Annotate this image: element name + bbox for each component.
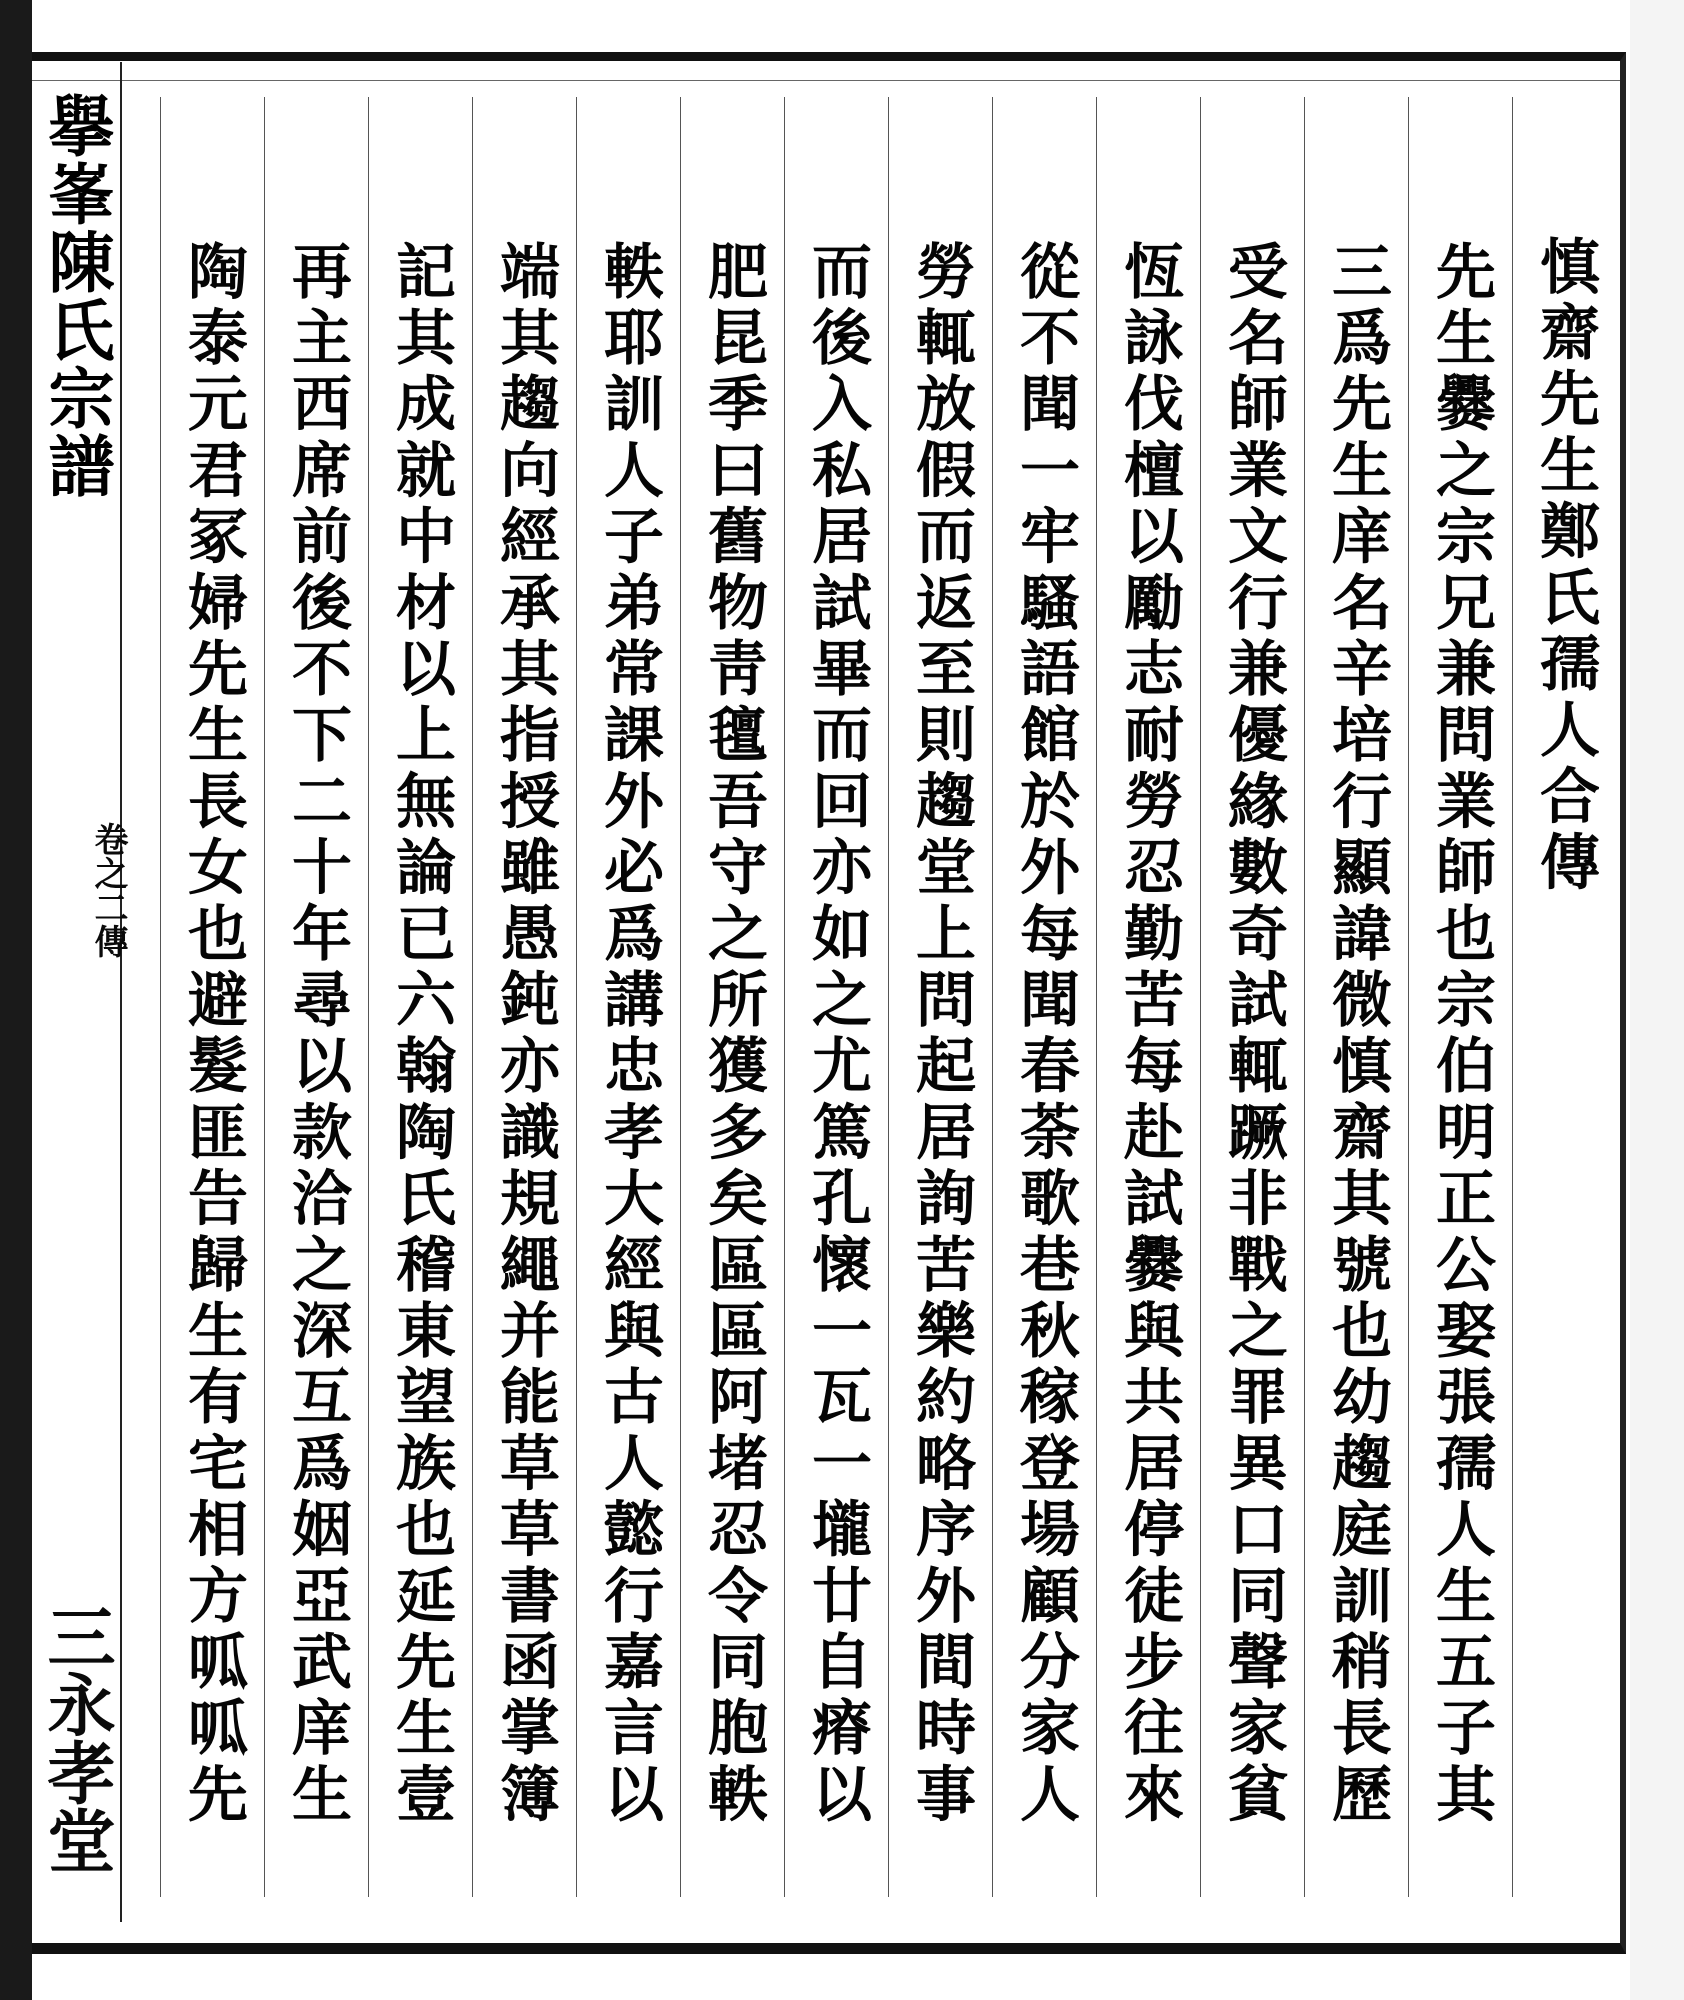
page-mark: 三 <box>36 1602 116 1670</box>
column-text: 三爲先生庠名辛培行顯諱微慎齋其號也幼趨庭訓稍長歷 <box>1322 240 1392 1829</box>
frame-inner-rule <box>32 80 1620 81</box>
text-column <box>992 97 1097 1897</box>
text-column <box>784 97 889 1897</box>
column-text: 陶泰元君冢婦先生長女也避髮匪告歸生有宅相方呱呱先 <box>178 240 248 1829</box>
column-text: 勞輒放假而返至則趨堂上問起居詢苦樂約略序外間時事 <box>906 240 976 1829</box>
column-text: 再主西席前後不下二十年尋以款洽之深互爲姻亞武庠生 <box>282 240 352 1829</box>
text-column <box>264 97 369 1897</box>
main-text-block <box>130 97 1620 1897</box>
genealogy-title: 擧峯陳氏宗譜 <box>37 92 115 500</box>
binding-edge <box>0 0 32 2000</box>
text-column <box>1096 97 1201 1897</box>
column-text: 從不聞一牢騷語館於外每聞春荼歌巷秋稼登場顧分家人 <box>1010 240 1080 1829</box>
hall-name: 永孝堂 <box>36 1670 116 1874</box>
column-text: 受名師業文行兼優緣數奇試輒蹶非戰之罪異口同聲家貧 <box>1218 240 1288 1829</box>
title-column <box>1512 97 1617 1897</box>
column-text: 先生爨之宗兄兼問業師也宗伯明正公娶張孺人生五子其 <box>1426 240 1496 1829</box>
volume-label <box>88 822 128 958</box>
column-text: 而後入私居試畢而回亦如之尤篤孔懷一瓦一壠廿自瘠以 <box>802 240 872 1829</box>
text-column <box>680 97 785 1897</box>
fold-margin-banxin <box>32 62 128 1922</box>
section-label: 傳 <box>88 924 128 958</box>
column-text: 記其成就中材以上無論已六翰陶氏稽東望族也延先生壹 <box>386 240 456 1829</box>
text-column <box>368 97 473 1897</box>
column-text: 端其趨向經承其指授雖愚鈍亦識規繩并能草草書函掌簿 <box>490 240 560 1829</box>
column-text: 肥昆季曰舊物靑氊吾守之所獲多矣區區阿堵忍令同胞軼 <box>698 240 768 1829</box>
text-column <box>888 97 993 1897</box>
text-column <box>472 97 577 1897</box>
column-text: 恆詠伐檀以勵志耐勞忍勤苦每赴試爨與共居停徒步往來 <box>1114 240 1184 1829</box>
text-column <box>1304 97 1409 1897</box>
text-column <box>576 97 681 1897</box>
text-column <box>1408 97 1513 1897</box>
page-and-hall-mark <box>32 1602 120 1874</box>
text-column <box>1200 97 1305 1897</box>
column-text: 軼耶訓人子弟常課外必爲講忠孝大經與古人懿行嘉言以 <box>594 240 664 1829</box>
article-title: 慎齋先生鄭氏孺人合傳 <box>1530 235 1600 897</box>
volume-number: 卷之二 <box>88 822 128 924</box>
page-margin <box>1630 0 1684 2000</box>
text-column <box>160 97 265 1897</box>
